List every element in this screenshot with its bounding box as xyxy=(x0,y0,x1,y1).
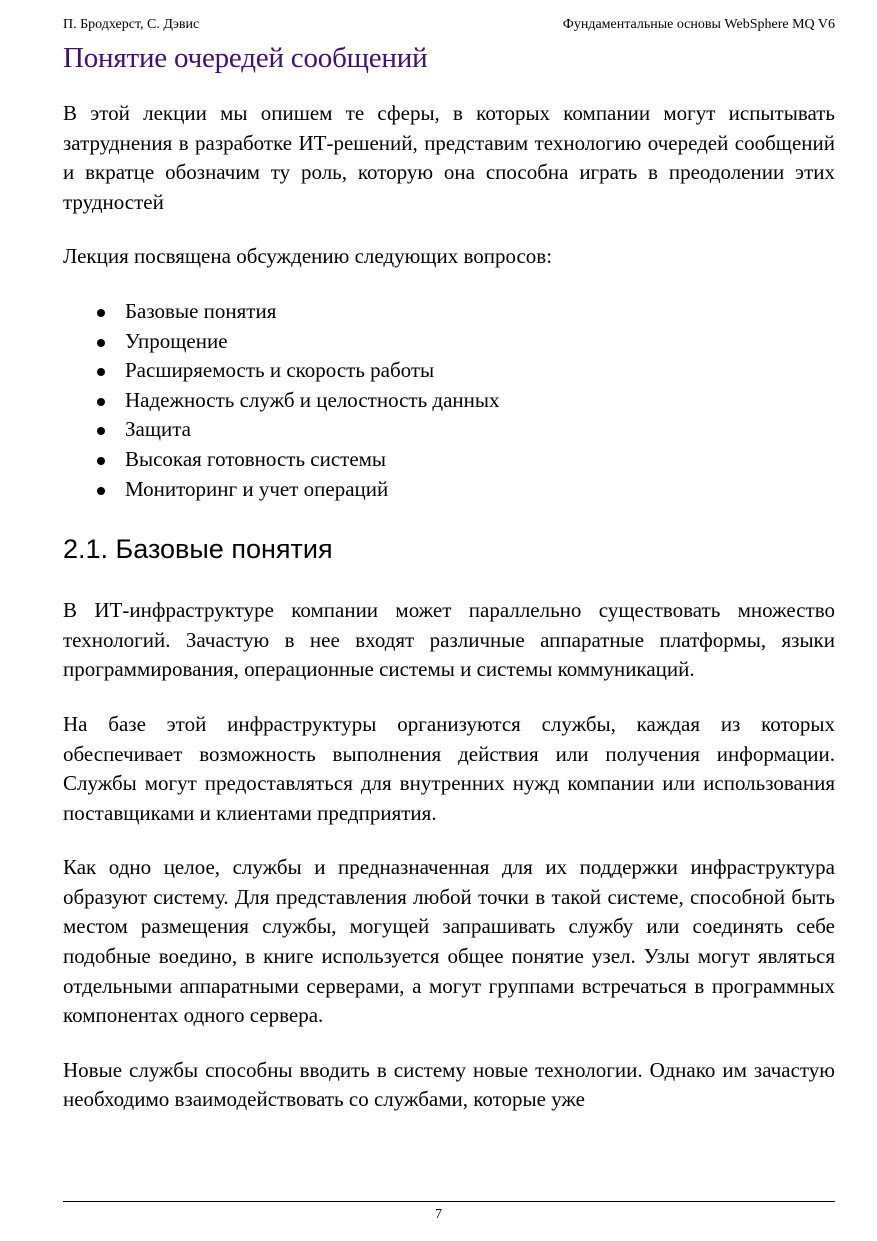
list-item-text: Базовые понятия xyxy=(125,298,277,323)
list-item xyxy=(63,297,835,327)
bullet-icon xyxy=(97,427,105,435)
topics-lead: Лекция посвящена обсуждению следующих вопросов: xyxy=(63,244,553,269)
section-title: 2.1. Базовые понятия xyxy=(63,534,333,565)
bullet-icon xyxy=(97,487,105,495)
bullet-icon xyxy=(97,398,105,406)
list-item xyxy=(63,386,835,416)
page-number: 7 xyxy=(435,1207,442,1222)
list-item xyxy=(63,475,835,505)
section-paragraph: В ИТ-инфраструктуре компании может параллельно существовать множество технологий. Зачастую в нее входят различные аппаратные платформы, языки программирования, операционные системы и системы коммуникаций. xyxy=(63,598,835,682)
header-book-title: Фундаментальные основы WebSphere MQ V6 xyxy=(562,17,835,32)
list-item-text: Надежность служб и целостность данных xyxy=(125,387,500,412)
page-content xyxy=(63,38,835,1115)
list-item xyxy=(63,356,835,386)
list-item-text: Мониторинг и учет операций xyxy=(125,476,389,501)
list-item-text: Упрощение xyxy=(125,328,228,353)
list-item xyxy=(63,415,835,445)
chapter-intro: В этой лекции мы опишем те сферы, в которых компании могут испытывать затруднения в разработке ИТ-решений, представим технологию очередей сообщений и вкратце обозначим ту роль, которую она способна играть в преодолении этих трудностей xyxy=(63,101,835,214)
section-paragraph: Новые службы способны вводить в систему новые технологии. Однако им зачастую необходимо взаимодействовать со службами, которые уже xyxy=(63,1057,835,1112)
list-item-text: Расширяемость и скорость работы xyxy=(125,358,435,383)
section-paragraph: Как одно целое, службы и предназначенная для их поддержки инфраструктура образуют систему. Для представления любой точки в такой системе, способной быть местом размещения службы, могущей запрашивать службу или соединять себе подобные воедино, в книге используется общее понятие узел. Узлы могут являться отдельными аппаратными серверами, а могут группами встречаться в программных компонентах одного сервера. xyxy=(63,855,835,1028)
list-item-text: Высокая готовность системы xyxy=(125,446,387,471)
section-paragraph: На базе этой инфраструктуры организуются службы, каждая из которых обеспечивает возможность выполнения действия или получения информации. Службы могут предоставляться для внутренних нужд компании или использования поставщиками и клиентами предприятия. xyxy=(63,711,835,825)
bullet-icon xyxy=(97,339,105,347)
header-authors: П. Бродхерст, С. Дэвис xyxy=(63,17,200,32)
chapter-title: Понятие очередей сообщений xyxy=(63,42,428,74)
topics-list xyxy=(63,297,835,504)
bullet-icon xyxy=(97,457,105,465)
bullet-icon xyxy=(97,368,105,376)
footer-divider xyxy=(63,1201,835,1202)
list-item xyxy=(63,327,835,357)
list-item xyxy=(63,445,835,475)
bullet-icon xyxy=(97,309,105,317)
list-item-text: Защита xyxy=(125,417,192,442)
